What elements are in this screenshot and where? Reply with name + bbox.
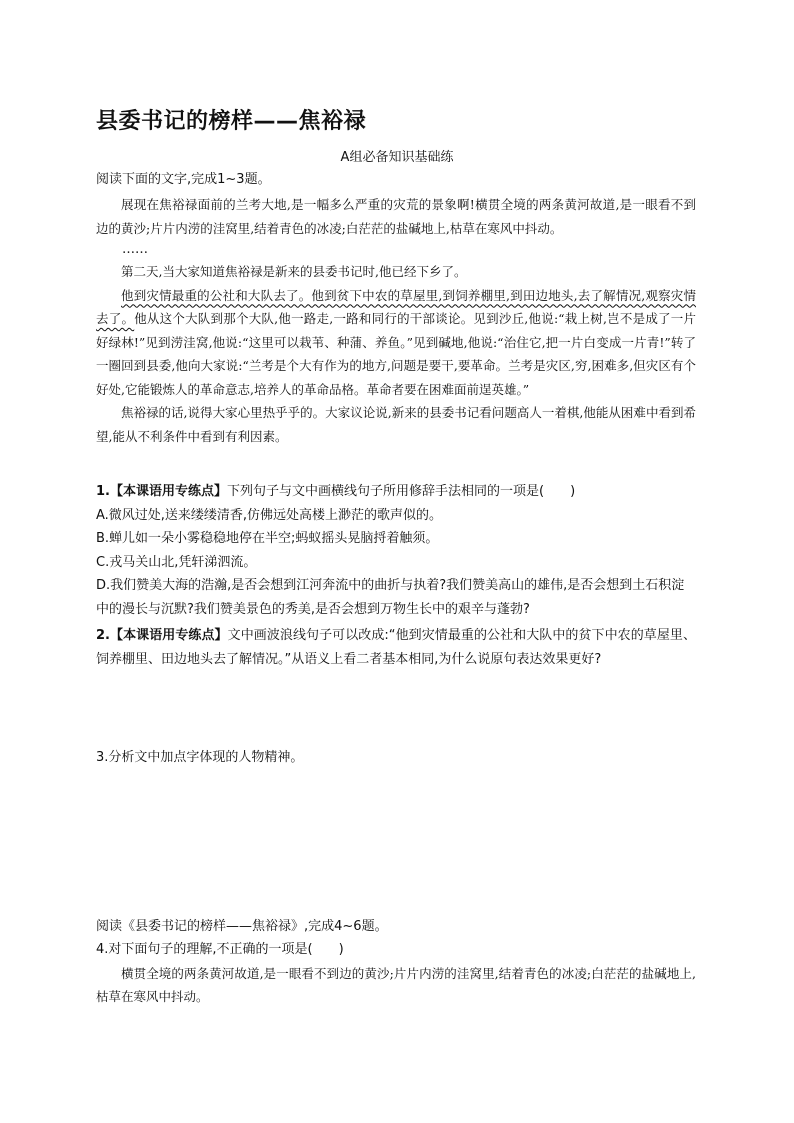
wavy-underlined-sentence: 他到灾情最重的公社和大队去了。他到贫下中农的草屋里,到饲养棚里,到田边地头,去了解情况,观察灾情去了。 xyxy=(96,287,696,326)
question-1-number: 1. xyxy=(96,484,110,499)
reading-intro-1: 阅读下面的文字,完成1~3题。 xyxy=(96,172,271,187)
passage-paragraph-4: 焦裕禄的话,说得大家心里热乎乎的。大家议论说,新来的县委书记看问题高人一着棋,他能从困难中看到希望,能从不利条件中看到有利因素。 xyxy=(96,405,696,444)
reading-intro-2: 阅读《县委书记的榜样——焦裕禄》,完成4~6题。 xyxy=(96,919,388,934)
question-2-number: 2. xyxy=(96,628,110,643)
question-1-stem: 1.【本课语用专练点】下列句子与文中画横线句子所用修辞手法相同的一项是( ) xyxy=(96,484,576,499)
option-c: C.戎马关山北,凭轩涕泗流。 xyxy=(96,554,257,570)
question-2-stem xyxy=(96,624,696,671)
question-2-text: 文中画波浪线句子可以改成:“他到灾情最重的公社和大队中的贫下中农的草屋里、饲养棚里、田边地头去了解情况。”从语义上看二者基本相同,为什么说原句表达效果更好? xyxy=(96,628,696,667)
page-title: 县委书记的榜样——焦裕禄 xyxy=(96,109,367,134)
passage xyxy=(96,193,696,448)
passage-paragraph-2: 第二天,当大家知道焦裕禄是新来的县委书记时,他已经下乡了。 xyxy=(121,264,467,279)
question-4 xyxy=(96,938,696,1009)
option-a: A.微风过处,送来缕缕清香,仿佛远处高楼上渺茫的歌声似的。 xyxy=(96,507,443,523)
passage-ellipsis: …… xyxy=(122,242,148,257)
question-2-tag: 【本课语用专练点】 xyxy=(109,628,228,643)
question-2 xyxy=(96,624,696,671)
question-1-tag: 【本课语用专练点】 xyxy=(109,484,227,499)
option-d: D.我们赞美大海的浩瀚,是否会想到江河奔流中的曲折与执着?我们赞美高山的雄伟,是否会想到土石积淀中的漫长与沉默?我们赞美景色的秀美,是否会想到万物生长中的艰辛与蓬勃? xyxy=(96,578,685,617)
question-1 xyxy=(96,480,696,621)
question-1-text: 下列句子与文中画横线句子所用修辞手法相同的一项是( xyxy=(227,484,545,499)
option-b: B.蝉儿如一朵小雾稳稳地停在半空;蚂蚁摇头晃脑捋着触须。 xyxy=(96,531,439,546)
question-4-stem: 4.对下面句子的理解,不正确的一项是( ) xyxy=(96,942,344,957)
passage-paragraph-3-rest: 他从这个大队到那个大队,他一路走,一路和同行的干部谈论。见到沙丘,他说:“栽上树,岂不是成了一片好绿林!”见到涝洼窝,他说:“这里可以栽苇、种蒲、养鱼。”见到碱地,他说:“治住它,把一片白变成一片青!”转了一圈回到县委,他向大家说:“兰考是个大有作为的地方,问题是要干,要革命。兰考是灾区,穷,困难多,但灾区有个好处,它能锻炼人的革命意志,培养人的革命品格。革命者要在困难面前逞英雄。” xyxy=(96,311,696,397)
passage-paragraph-3 xyxy=(96,284,696,402)
question-4-quote: 横贯全境的两条黄河故道,是一眼看不到边的黄沙;片片内涝的洼窝里,结着青色的冰凌;白茫茫的盐碱地上,枯草在寒风中抖动。 xyxy=(96,965,696,1004)
question-3: 3.分析文中加点字体现的人物精神。 xyxy=(96,750,304,765)
section-heading: A组必备知识基础练 xyxy=(340,150,454,165)
passage-paragraph-1: 展现在焦裕禄面前的兰考大地,是一幅多么严重的灾荒的景象啊!横贯全境的两条黄河故道,是一眼看不到边的黄沙;片片内涝的洼窝里,结着青色的冰凌;白茫茫的盐碱地上,枯草在寒风中抖动。 xyxy=(96,197,696,236)
